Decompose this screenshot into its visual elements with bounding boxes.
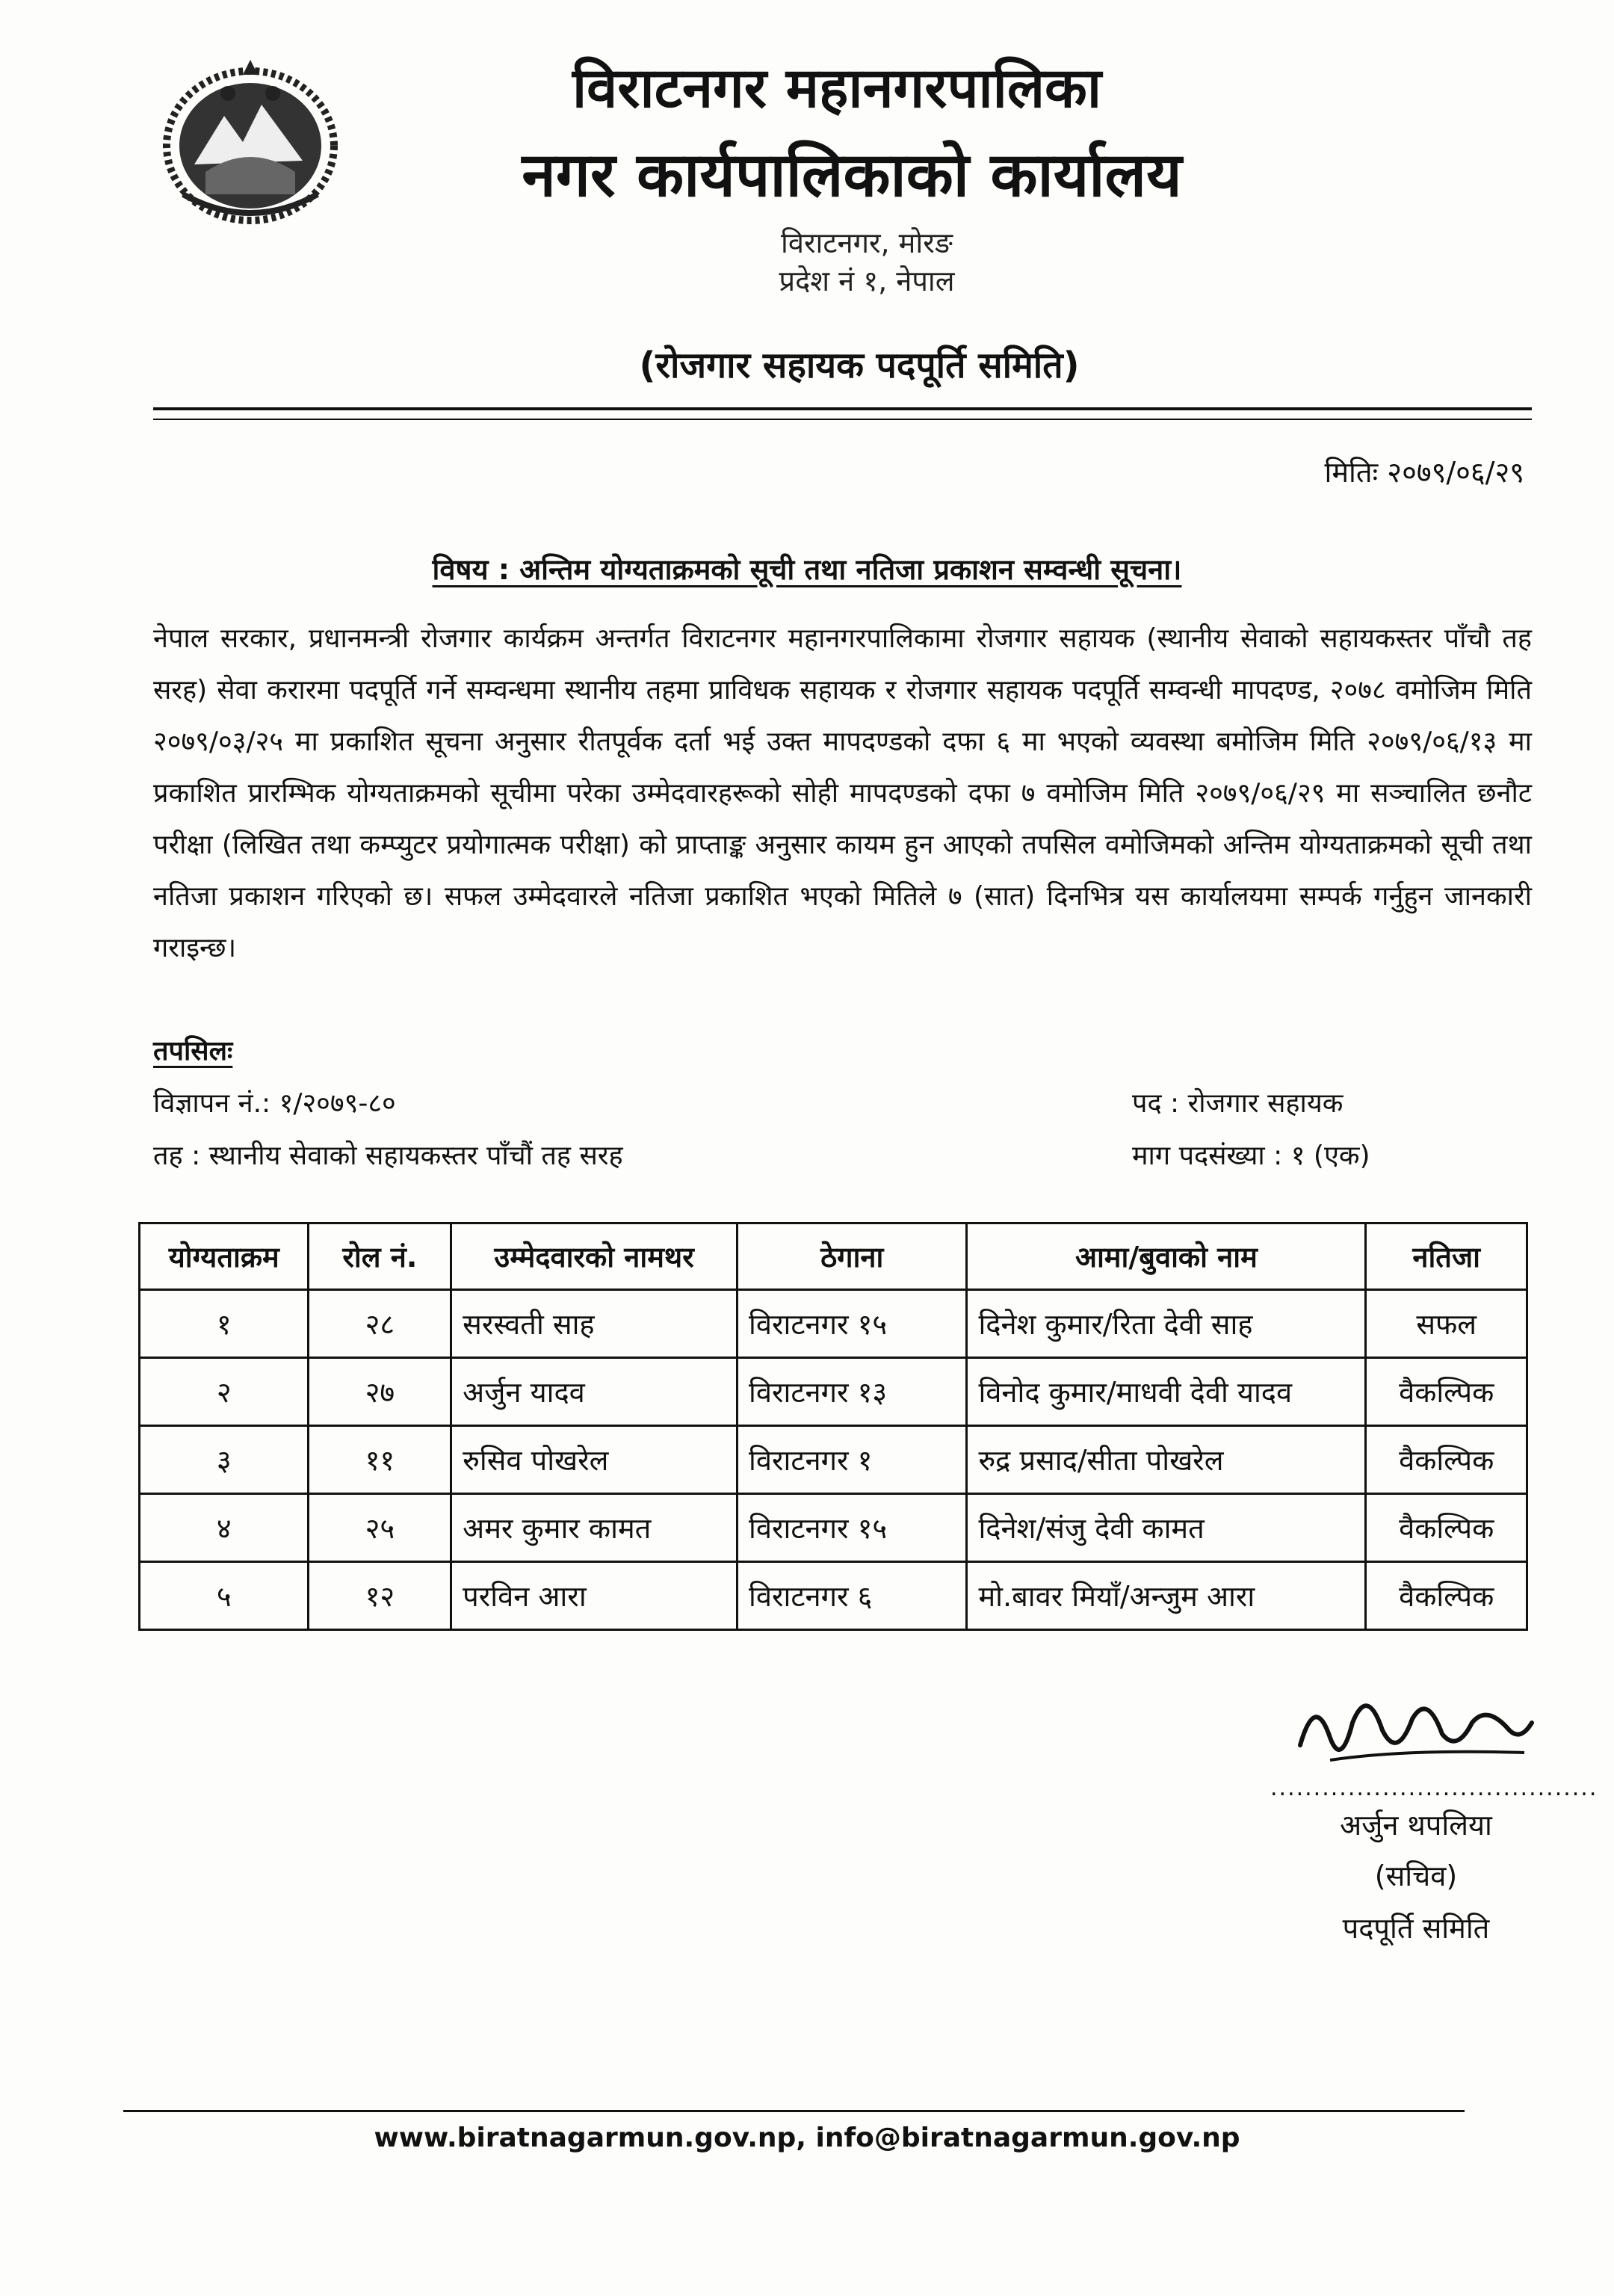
signatory-role: (सचिव) (1374, 1860, 1458, 1892)
header-name: उम्मेदवारको नामथर (451, 1223, 738, 1290)
table-row (140, 1426, 1527, 1494)
signatory-committee: पदपूर्ति समिति (1342, 1912, 1490, 1945)
cell-name: परविन आरा (451, 1562, 738, 1630)
footer-divider (123, 2110, 1465, 2112)
cell-result: वैकल्पिक (1366, 1426, 1527, 1494)
notice-date: मितिः २०७९/०६/२९ (1324, 456, 1524, 489)
footer-contact: www.biratnagarmun.gov.np, info@biratnagarmun.gov.np (374, 2123, 1240, 2153)
notice-body: नेपाल सरकार, प्रधानमन्त्री रोजगार कार्यक्रम अन्तर्गत विराटनगर महानगरपालिकामा रोजगार सहायक (स्थानीय सेवाको सहायकस्तर पाँचौ तह सरह) सेवा करारमा पदपूर्ति गर्ने सम्वन्धमा स्थानीय तहमा प्राविधक सहायक र रोजगार सहायक पदपूर्ति सम्वन्धी मापदण्ड, २०७८ वमोजिम मिति २०७९/०३/२५ मा प्रकाशित सूचना अनुसार रीतपूर्वक दर्ता भई उक्त मापदण्डको दफा ६ मा भएको व्यवस्था बमोजिम मिति २०७९/०६/१३ मा प्रकाशित प्रारम्भिक योग्यताक्रमको सूचीमा परेका उम्मेदवारहरूको सोही मापदण्डको दफा ७ वमोजिम मिति २०७९/०६/२९ मा सञ्चालित छनौट परीक्षा (लिखित तथा कम्प्युटर प्रयोगात्मक परीक्षा) को प्राप्ताङ्क अनुसार कायम हुन आएको तपसिल वमोजिमको अन्तिम योग्यताक्रमको सूची तथा नतिजा प्रकाशन गरिएको छ। सफल उम्मेदवारले नतिजा प्रकाशित भएको मितिले ७ (सात) दिनभित्र यस कार्यालयमा सम्पर्क गर्नुहुन जानकारी गराइन्छ। (153, 623, 1532, 963)
cell-rank: २ (140, 1358, 309, 1426)
header-rank: योग्यताक्रम (140, 1223, 309, 1290)
cell-address: विराटनगर १ (738, 1426, 967, 1494)
address-line2: प्रदेश नं १, नेपाल (779, 265, 955, 298)
cell-roll: २८ (309, 1290, 451, 1358)
header-divider (153, 407, 1532, 410)
cell-result: वैकल्पिक (1366, 1562, 1527, 1630)
cell-parents: दिनेश कुमार/रिता देवी साह (967, 1290, 1366, 1358)
header-divider-thin (153, 419, 1532, 420)
table-row (140, 1290, 1527, 1358)
cell-rank: ३ (140, 1426, 309, 1494)
cell-rank: ५ (140, 1562, 309, 1630)
header-parents: आमा/बुवाको नाम (967, 1223, 1366, 1290)
results-table (138, 1222, 1528, 1631)
cell-name: रुसिव पोखरेल (451, 1426, 738, 1494)
cell-name: अमर कुमार कामत (451, 1494, 738, 1562)
cell-roll: २५ (309, 1494, 451, 1562)
post-name: पद : रोजगार सहायक (1132, 1088, 1344, 1119)
cell-address: विराटनगर १५ (738, 1290, 967, 1358)
cell-result: वैकल्पिक (1366, 1358, 1527, 1426)
table-row (140, 1494, 1527, 1562)
cell-roll: १२ (309, 1562, 451, 1630)
signatory-name: अर्जुन थपलिया (1340, 1809, 1492, 1842)
cell-result: सफल (1366, 1290, 1527, 1358)
cell-roll: ११ (309, 1426, 451, 1494)
demand-count: माग पदसंख्या : १ (एक) (1132, 1141, 1370, 1171)
table-header-row (140, 1223, 1527, 1290)
cell-parents: दिनेश/संजु देवी कामत (967, 1494, 1366, 1562)
office-title-line2: नगर कार्यपालिकाको कार्यालय (522, 140, 1182, 211)
address-line1: विराटनगर, मोरङ (780, 226, 953, 259)
service-level: तह : स्थानीय सेवाको सहायकस्तर पाँचौं तह सरह (153, 1141, 623, 1171)
advertisement-number: विज्ञापन नं.: १/२०७९-८० (153, 1088, 396, 1119)
notice-subject (0, 549, 1614, 588)
cell-rank: १ (140, 1290, 309, 1358)
cell-parents: विनोद कुमार/माधवी देवी यादव (967, 1358, 1366, 1426)
cell-name: अर्जुन यादव (451, 1358, 738, 1426)
cell-address: विराटनगर १३ (738, 1358, 967, 1426)
header-roll: रोल नं. (309, 1223, 451, 1290)
header-address: ठेगाना (738, 1223, 967, 1290)
table-row (140, 1562, 1527, 1630)
cell-address: विराटनगर ६ (738, 1562, 967, 1630)
cell-roll: २७ (309, 1358, 451, 1426)
cell-name: सरस्वती साह (451, 1290, 738, 1358)
committee-name: (रोजगार सहायक पदपूर्ति समिति) (639, 345, 1080, 386)
office-title-line1: विराटनगर महानगरपालिका (572, 56, 1102, 120)
nepal-emblem-icon (153, 52, 347, 232)
header-result: नतिजा (1366, 1223, 1527, 1290)
details-heading: तपसिलः (153, 1036, 233, 1067)
signature-line: ...................................... (1270, 1775, 1598, 1801)
cell-result: वैकल्पिक (1366, 1494, 1527, 1562)
cell-parents: रुद्र प्रसाद/सीता पोखरेल (967, 1426, 1366, 1494)
notice-subject-text: विषय : अन्तिम योग्यताक्रमको सूची तथा नतिजा प्रकाशन सम्वन्धी सूचना। (432, 553, 1182, 586)
cell-address: विराटनगर १५ (738, 1494, 967, 1562)
signature-icon (1285, 1678, 1539, 1790)
cell-rank: ४ (140, 1494, 309, 1562)
cell-parents: मो.बावर मियाँ/अन्जुम आरा (967, 1562, 1366, 1630)
table-row (140, 1358, 1527, 1426)
office-address (658, 224, 1076, 301)
